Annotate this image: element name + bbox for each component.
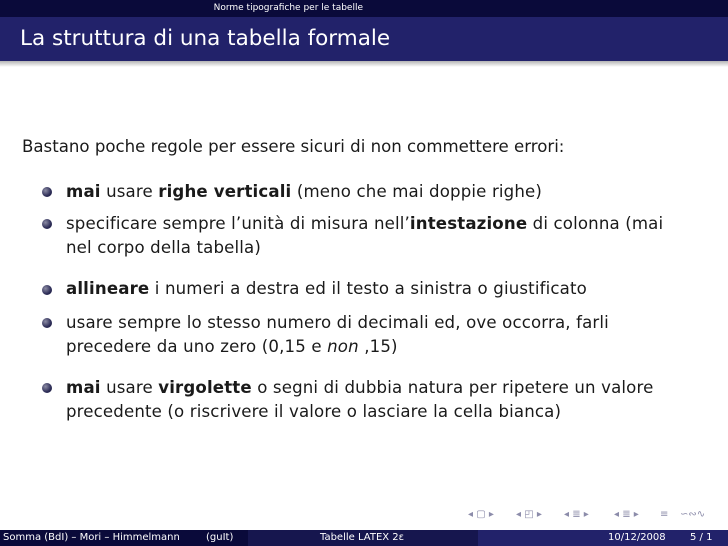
bullet-icon (42, 318, 52, 328)
frame-title-bar (0, 17, 728, 61)
footer-authors-tag: (guIt) (206, 532, 234, 543)
footer-date-box[interactable] (478, 530, 728, 546)
list-item (66, 180, 706, 204)
nav-section-icon[interactable]: ◂ ≣ ▸ (564, 509, 589, 520)
emph-text: allineare (66, 279, 150, 298)
emph-text: righe verticali (158, 182, 292, 201)
item-text: ,15) (358, 337, 398, 356)
item-text: i numeri a destra ed il testo a sinistra o giustificato (149, 279, 587, 298)
footer-date: 10/12/2008 (608, 532, 666, 543)
frame-title: La struttura di una tabella formale (20, 26, 391, 51)
nav-subsection-icon[interactable]: ◂ ◰ ▸ (516, 509, 542, 520)
item-text: (meno che mai doppie righe) (291, 182, 543, 201)
item-text: precedere da uno zero (0,15 e (66, 337, 328, 356)
emph-text: intestazione (409, 214, 528, 233)
footer-authors: Somma (BdI) – Mori – Himmelmann (3, 532, 180, 543)
item-text: nel corpo della tabella) (66, 238, 261, 257)
emph-italic: non (327, 337, 359, 356)
footer-authors-box[interactable] (0, 530, 248, 546)
item-text: di colonna (mai (527, 214, 664, 233)
item-text: o segni di dubbia natura per ripetere un valore (251, 378, 654, 397)
section-name[interactable]: Norme tipografiche per le tabelle (213, 3, 363, 13)
nav-back-icon[interactable]: ≡ (660, 509, 669, 520)
item-text: usare (100, 378, 159, 397)
headline-bar (0, 0, 728, 17)
item-text: usare (100, 182, 159, 201)
intro-text: Bastano poche regole per essere sicuri di non commettere errori: (22, 137, 565, 156)
bullet-icon (42, 219, 52, 229)
footer-page-number: 5 / 1 (690, 532, 713, 543)
list-item (66, 212, 706, 260)
list-item (66, 376, 706, 424)
item-text: usare sempre lo stesso numero di decimali ed, ove occorra, farli (66, 313, 609, 332)
item-text: specificare sempre l’unità di misura nell’ (66, 214, 410, 233)
title-shadow (0, 61, 728, 67)
item-text: precedente (o riscrivere il valore o lasciare la cella bianca) (66, 402, 562, 421)
emph-mai: mai (66, 378, 101, 397)
emph-text: virgolette (158, 378, 252, 397)
list-item (66, 311, 706, 359)
nav-frame-icon[interactable]: ◂ ▢ ▸ (468, 509, 494, 520)
bullet-icon (42, 383, 52, 393)
navigation-symbols (468, 508, 716, 522)
nav-search-icon[interactable]: ∽∾∿ (680, 509, 706, 520)
bullet-icon (42, 285, 52, 295)
emph-mai: mai (66, 182, 101, 201)
bullet-icon (42, 187, 52, 197)
nav-section-icon[interactable]: ◂ ≣ ▸ (614, 509, 639, 520)
footer-talk-title: Tabelle LATEX 2ε (320, 532, 405, 543)
footer-title-box[interactable] (248, 530, 478, 546)
footline (0, 530, 728, 546)
list-item (66, 277, 706, 301)
